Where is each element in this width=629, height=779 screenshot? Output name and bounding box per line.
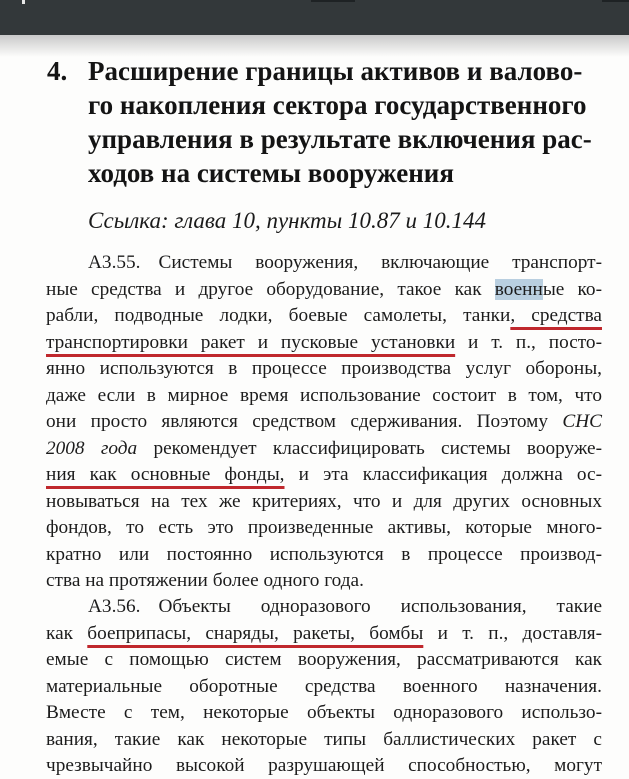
text-run: Системы вооружения, включающие транспорт- [158, 252, 602, 273]
section-reference: Ссылка: глава 10, пункты 10.87 и 10.144 [88, 208, 486, 233]
section-title-line: го накопления сектора государственного [88, 90, 587, 120]
text-line [46, 621, 602, 647]
red-underline-annotation: транспортировки ракет и пусковые установки [46, 331, 456, 353]
text-line [46, 383, 602, 409]
text-line [46, 753, 602, 779]
text-line [46, 330, 602, 356]
text-line [46, 489, 602, 515]
section-title-line: Расширение границы активов и валово- [88, 56, 583, 86]
text-run: рабли, подводные лодки, боевые самолеты, танки [46, 305, 511, 326]
italic-text: СНС [562, 411, 602, 432]
text-line [46, 409, 602, 435]
text-line [46, 674, 602, 700]
paragraph-number: A3.55. [88, 252, 141, 273]
text-line [88, 594, 602, 620]
text-run: и т. п., посто- [455, 331, 602, 353]
text-line [46, 515, 602, 541]
text-run: они просто являются средством сдерживания. Поэтому [46, 411, 563, 432]
red-underline-annotation: боеприпасы, снаряды, ракеты, бомбы [87, 622, 424, 644]
text-run: чрезвычайно высокой разрушающей способностью, могут [46, 755, 602, 776]
text-run: ства на протяжении более одного года. [46, 570, 364, 591]
text-run: как [46, 622, 88, 644]
section-title-line: управления в результате включения рас- [88, 124, 592, 154]
section-title-line: ходов на системы вооружения [88, 158, 454, 188]
paragraph-number: A3.56. [88, 596, 141, 617]
text-line [46, 303, 602, 329]
text-run: кратно или постоянно используются в процессе производ- [46, 543, 602, 565]
red-underline-annotation: ния как основные фонды, [46, 464, 285, 485]
italic-text: 2008 года [46, 437, 138, 459]
section-number: 4. [47, 56, 68, 86]
text-run: Вместе с тем, некоторые объекты одноразового использо- [46, 702, 602, 723]
text-line [46, 436, 602, 462]
text-run: даже если в мирное время использование состоит в том, что [46, 384, 602, 406]
text-line [46, 700, 602, 726]
text-run: Объекты одноразового использования, такие [158, 596, 602, 617]
text-run: янно используются в процессе производства услуг обороны, [46, 358, 602, 379]
text-selection-highlight: военн [494, 278, 543, 300]
text-run: материальные оборотные средства военного назначения. [46, 675, 602, 697]
text-line [88, 250, 602, 276]
text-line [46, 568, 602, 594]
text-run: фондов, то есть это произведенные активы, которые много- [46, 517, 602, 538]
text-line [46, 356, 602, 382]
text-run: и эта классификация должна ос- [284, 464, 602, 485]
text-run: рекомендует классифицировать системы вооруже- [137, 437, 602, 459]
text-line [46, 462, 602, 488]
text-line [46, 647, 602, 673]
text-run: и т. п., доставля- [423, 622, 602, 644]
text-line [46, 542, 602, 568]
text-run: новываться на тех же критериях, что и для других основных [46, 490, 602, 512]
red-underline-annotation: , средства [510, 305, 602, 326]
text-line [46, 727, 602, 753]
text-run: ые ко- [542, 278, 602, 300]
text-line [46, 277, 602, 303]
text-run: ные средства и другое оборудование, такое как [46, 278, 495, 300]
text-run: емые с помощью систем вооружения, рассматриваются как [46, 649, 602, 670]
text-run: вания, такие как некоторые типы баллистических ракет с [46, 728, 602, 750]
